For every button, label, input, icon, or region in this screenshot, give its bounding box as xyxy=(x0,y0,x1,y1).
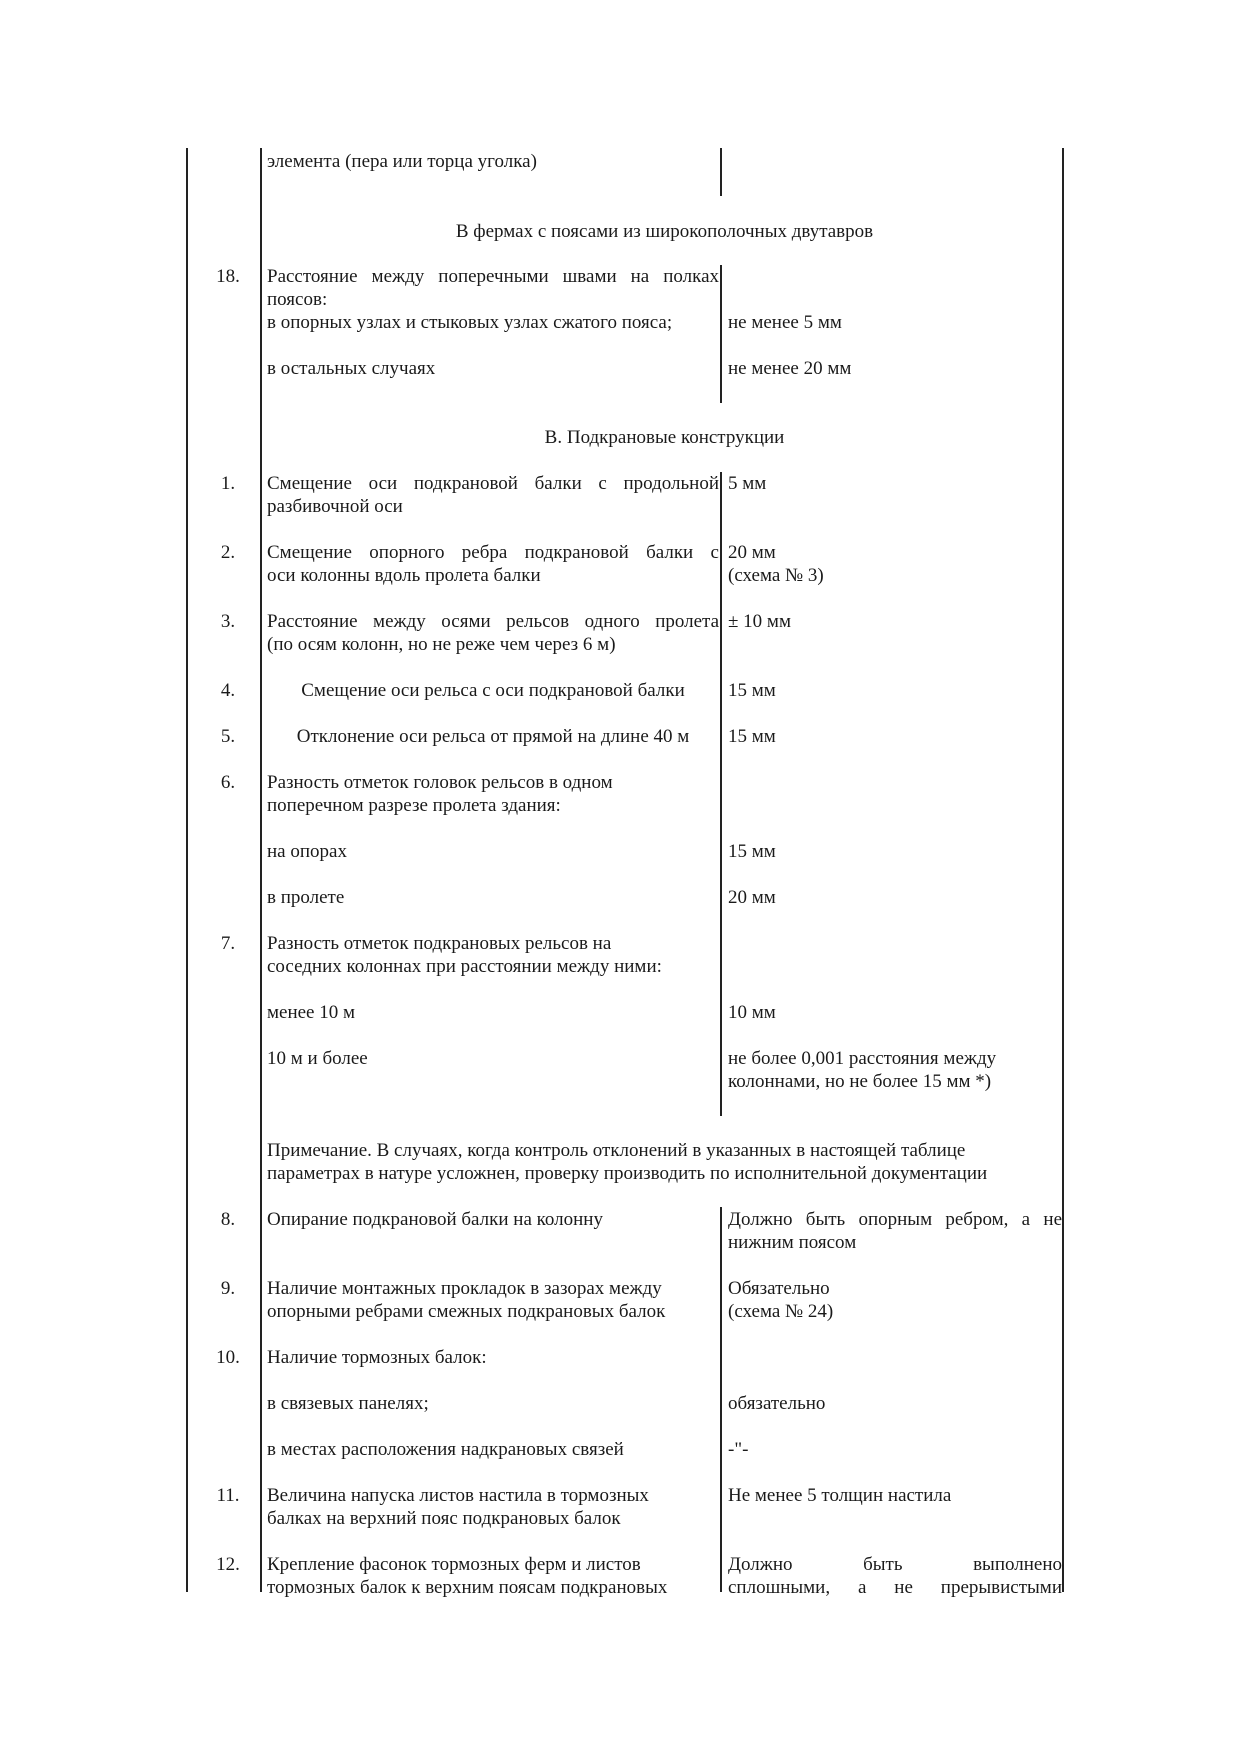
row-text: Разность отметок головок рельсов в одном поперечном разрезе пролета здания: xyxy=(267,772,613,816)
row-subitem: на опорах xyxy=(267,841,347,862)
row-subitem: менее 10 м xyxy=(267,1002,356,1023)
row-number: 12. xyxy=(216,1554,240,1575)
row-subitem: в остальных случаях xyxy=(267,358,436,379)
row-subitem: в связевых панелях; xyxy=(267,1393,429,1414)
row-value: не менее 20 мм xyxy=(728,358,852,379)
row-value: Должно быть опорным ребром, а не нижним поясом xyxy=(728,1209,1062,1253)
row-value: Должно быть выполнено сплошными, а не прерывистыми xyxy=(728,1554,1062,1598)
table-col-divider-1 xyxy=(260,148,262,1592)
continuation-text: элемента (пера или торца уголка) xyxy=(267,151,537,172)
row-number: 6. xyxy=(220,772,236,793)
row-text: Наличие тормозных балок: xyxy=(267,1347,487,1368)
row-number: 5. xyxy=(220,726,236,747)
row-text: Наличие монтажных прокладок в зазорах между опорными ребрами смежных подкрановых балок xyxy=(267,1278,666,1322)
row-text: Расстояние между поперечными швами на полках поясов: в опорных узлах и стыковых узлах сжатого пояса; xyxy=(267,266,719,333)
row-value: 20 мм xyxy=(728,887,776,908)
row-number: 4. xyxy=(220,680,236,701)
row-number: 8. xyxy=(220,1209,236,1230)
row-value: не более 0,001 расстояния между колоннами, но не более 15 мм *) xyxy=(728,1048,997,1092)
row-text: Смещение оси подкрановой балки с продольной разбивочной оси xyxy=(267,473,719,517)
row-value: Не менее 5 толщин настила xyxy=(728,1485,952,1506)
table-note: Примечание. В случаях, когда контроль отклонений в указанных в настоящей таблице параметрах в натуре усложнен, проверку производить по исполнительной документации xyxy=(267,1140,988,1184)
row-subitem: в местах расположения надкрановых связей xyxy=(267,1439,624,1460)
row-text: Смещение опорного ребра подкрановой балки с оси колонны вдоль пролета балки xyxy=(267,542,719,586)
row-number: 3. xyxy=(220,611,236,632)
row-number: 11. xyxy=(216,1485,240,1506)
row-text: Расстояние между осями рельсов одного пролета (по осям колонн, но не реже чем через 6 м) xyxy=(267,611,719,655)
row-value: 5 мм xyxy=(728,473,767,494)
row-value: ± 10 мм xyxy=(728,611,791,632)
row-value: 15 мм xyxy=(728,680,776,701)
section-heading-trusses: В фермах с поясами из широкополочных двутавров xyxy=(455,221,874,242)
row-text: Величина напуска листов настила в тормозных балках на верхний пояс подкрановых балок xyxy=(267,1485,649,1529)
row-text: Смещение оси рельса с оси подкрановой балки xyxy=(301,680,685,701)
row-subitem: в пролете xyxy=(267,887,345,908)
row-text: Разность отметок подкрановых рельсов на соседних колоннах при расстоянии между ними: xyxy=(267,933,662,977)
row-number: 1. xyxy=(220,473,236,494)
table-col-divider-2-c xyxy=(720,472,722,1116)
table-right-border xyxy=(1062,148,1064,1592)
row-number: 2. xyxy=(220,542,236,563)
row-number: 18. xyxy=(216,266,240,287)
row-number: 9. xyxy=(220,1278,236,1299)
row-value: 10 мм xyxy=(728,1002,776,1023)
row-value: 20 мм (схема № 3) xyxy=(728,542,824,586)
row-value: Обязательно (схема № 24) xyxy=(728,1278,834,1322)
row-text: Крепление фасонок тормозных ферм и листов тормозных балок к верхним поясам подкрановых xyxy=(267,1554,668,1598)
row-number: 10. xyxy=(216,1347,240,1368)
table-left-border xyxy=(186,148,188,1592)
row-value: 15 мм xyxy=(728,841,776,862)
row-value: -"- xyxy=(728,1439,749,1460)
row-value: 15 мм xyxy=(728,726,776,747)
row-text: Опирание подкрановой балки на колонну xyxy=(267,1209,603,1230)
table-col-divider-2-d xyxy=(720,1207,722,1592)
row-number: 7. xyxy=(220,933,236,954)
table-col-divider-2-b xyxy=(720,265,722,403)
row-value: не менее 5 мм xyxy=(728,312,842,333)
table-col-divider-2-a xyxy=(720,148,722,196)
section-heading-crane: В. Подкрановые конструкции xyxy=(544,427,785,448)
row-text: Отклонение оси рельса от прямой на длине 40 м xyxy=(296,726,690,747)
row-value: обязательно xyxy=(728,1393,826,1414)
row-subitem: 10 м и более xyxy=(267,1048,368,1069)
